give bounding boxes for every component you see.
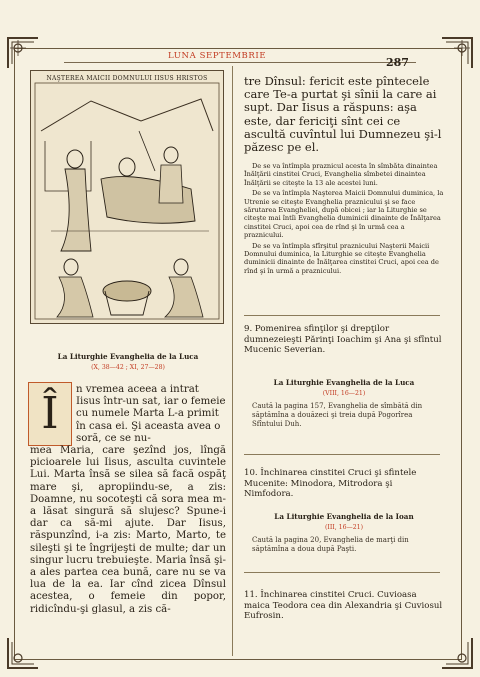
nativity-icon-illustration [30,70,224,324]
page-number: 287 [386,56,409,69]
icon-caption: NAŞTEREA MAICII DOMNULUI IISUS HRISTOS [46,75,208,82]
drop-cap-letter: Î [41,388,59,439]
feast-entry: 9. Pomenirea sfinţilor şi drepţilor dumnezeieşti Părinţi Ioachim şi Ana şi sfîntul Mucenic Severian. [244,324,442,356]
gospel-body: mea Maria, care şezînd jos, lîngă picioarele lui Iisus, asculta cuvintele Lui. Marta însă se silea să facă ospăţ mare şi, apropiindu-se, a zis: Doamne, nu socoteşti că sora mea m-a lăsat singură să slujesc? Spune-i dar ca să-mi ajute. Dar Iisus, răspunzînd, i-a zis: Marto, Marto, te sileşti şi te îngrijeşti de multe; dar un singur lucru trebuieşte. Maria însă şi-a ales partea cea bună, care nu se va lua de la ea. Iar cînd zicea Dînsul acestea, o femeie din popor, ridicîndu-şi glasul, a zis că- [30,445,226,615]
ornament-bottom-right-icon [440,636,474,670]
ornament-top-left-icon [6,36,40,70]
reading-note: Caută la pagina 157, Evanghelia de sîmbătă din săptămîna a douăzeci şi treia după Pogorîrea Sfîntului Duh. [252,402,423,428]
reading-note: Caută la pagina 20, Evanghelia de marţi din săptămîna a doua după Paşti. [252,536,409,553]
feast-entry: 10. Închinarea cinstitei Cruci şi sfintele Mucenite: Minodora, Mitrodora şi Nimfodora. [244,468,417,500]
column-divider [232,66,233,656]
reading-title: La Liturghie Evanghelia de la Luca [273,378,415,387]
drop-cap [28,382,72,446]
reading-title: La Liturghie Evanghelia de la Ioan [274,512,414,521]
reading-reference: (III, 16—21) [324,524,364,531]
icon-drawing-icon [31,71,223,323]
rubric-paragraph: De se va întîmpla praznicul acesta în sîmbăta dinaintea Înălţării cinstitei Cruci, Evanghelia sîmbetei dinaintea Înălţării se citeşte la 13 ale acestei luni. [244,162,438,187]
gospel-opening: n vremea aceea a intrat Iisus într-un sat, iar o femeie cu numele Marta L-a primit în casa ei. Şi aceasta avea o soră, ce se nu- [76,384,226,444]
rubric-paragraph: De se va întîmpla Naşterea Maicii Domnului duminica, la Utrenie se citeşte Evanghelia praznicului şi se face sărutarea Evangheliei, după obicei ; iar la Liturghie se citeşte mai întîi Evanghelia duminicii dinainte de Înălţarea cinstitei Cruci, apoi cea de rînd şi în urmă cea a praznicului. [244,189,444,240]
feast-entry: 11. Închinarea cinstitei Cruci. Cuvioasa maica Teodora cea din Alexandria şi Cuviosul Eufrosin. [244,590,443,622]
rubric-notes [244,162,444,277]
rubric-paragraph: De se va întîmpla sfîrşitul praznicului Naşterii Maicii Domnului duminica, la Liturghie se citeşte Evanghelia duminicii dinainte de Înălţarea cinstitei Cruci, apoi cea de rînd şi în urmă a praznicului. [244,241,439,275]
reading-reference: (VIII, 16—21) [322,390,366,397]
header-rule [64,62,416,63]
ornament-top-right-icon [440,36,474,70]
gospel-continuation: tre Dînsul: fericit este pîntecele care Te-a purtat şi sînii la care ai supt. Dar Iisus a răspuns: aşa este, dar fericiţi sînt cei ce ascultă cuvîntul lui Dumnezeu şi-l păzesc pe el. [244,74,442,155]
section-rule [244,572,440,573]
section-rule [244,454,440,455]
ornament-bottom-left-icon [6,636,40,670]
reading-title: La Liturghie Evanghelia de la Luca [57,352,199,361]
section-rule [244,315,440,316]
running-header: LUNA SEPTEMBRIE [168,51,267,61]
reading-reference: (X, 38—42 ; XI, 27—28) [91,364,165,371]
